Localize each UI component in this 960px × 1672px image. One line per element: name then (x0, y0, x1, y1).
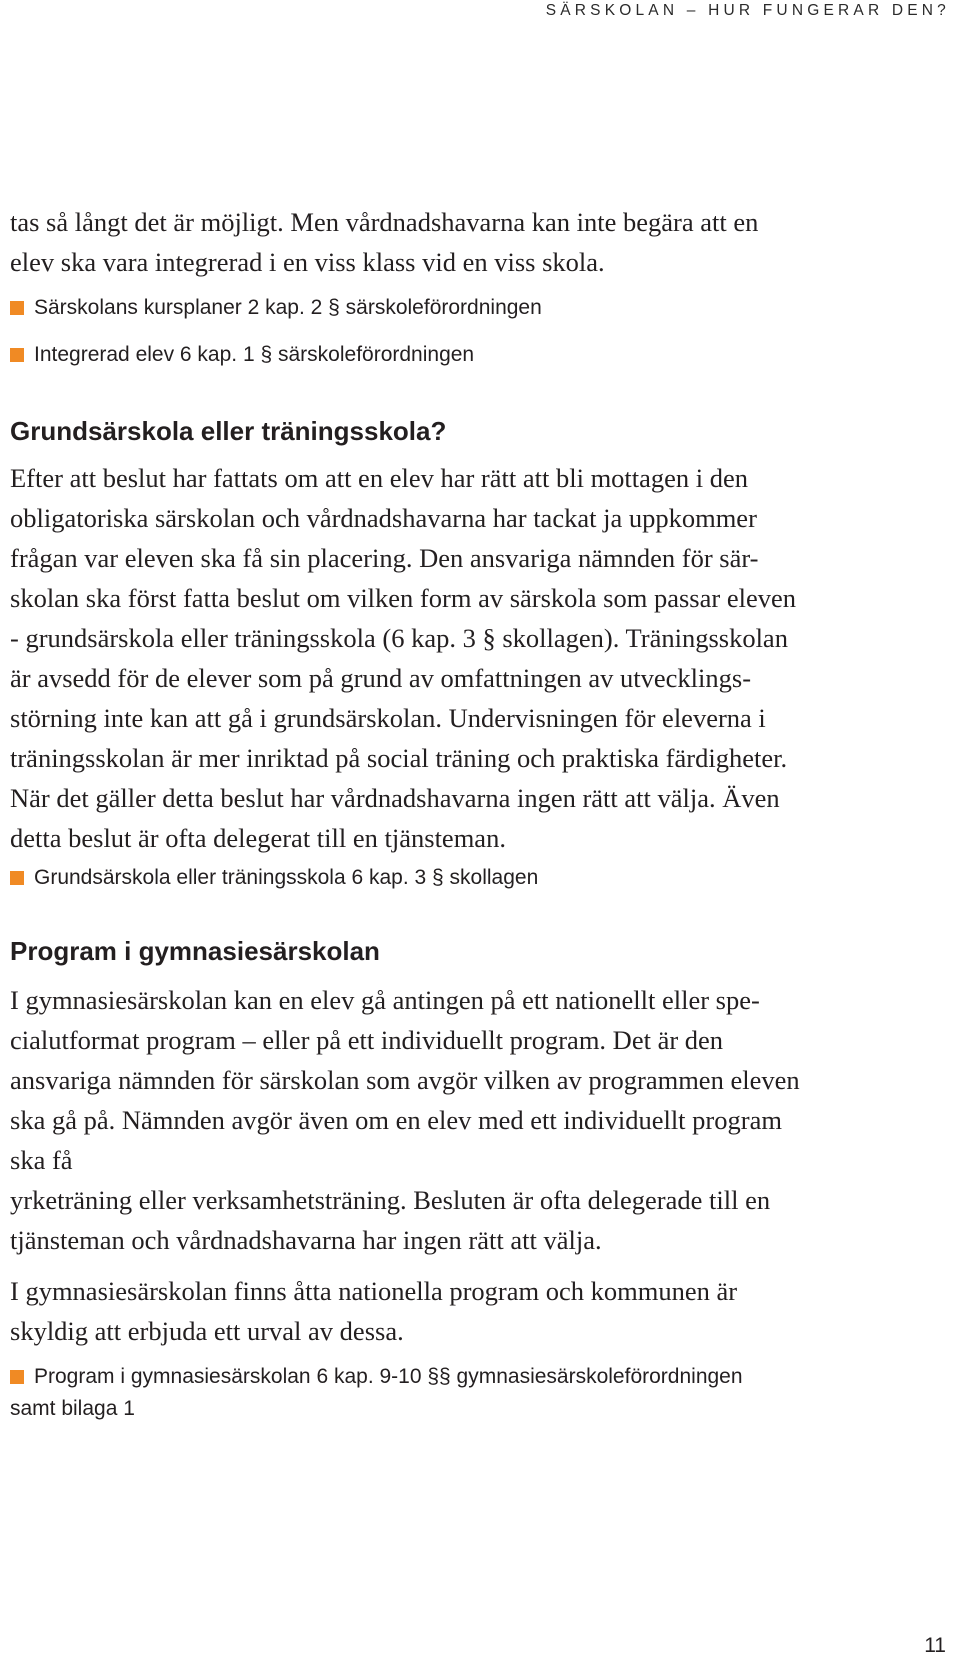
text-line: skyldig att erbjuda ett urval av dessa. (10, 1316, 404, 1346)
intro-paragraph (10, 202, 956, 282)
reference-grundsarskola (10, 862, 538, 894)
orange-square-icon (10, 871, 24, 885)
text-line: ansvariga nämnden för särskolan som avgör vilken av programmen eleven (10, 1065, 800, 1095)
text-line: ska få (10, 1145, 73, 1175)
section-2-paragraph-2 (10, 1271, 956, 1351)
text-line: skolan ska först fatta beslut om vilken form av särskola som passar eleven (10, 583, 796, 613)
text-line: störning inte kan att gå i grundsärskolan. Undervisningen för eleverna i (10, 703, 766, 733)
text-line: Efter att beslut har fattats om att en elev har rätt att bli mottagen i den (10, 463, 749, 493)
text-line: är avsedd för de elever som på grund av omfattningen av utvecklings- (10, 663, 752, 693)
orange-square-icon (10, 301, 24, 315)
text-line: elev ska vara integrerad i en viss klass vid en viss skola. (10, 247, 605, 277)
text-line: obligatoriska särskolan och vårdnadshavarna har tackat ja uppkommer (10, 503, 757, 533)
section-2-paragraph-1 (10, 980, 956, 1260)
reference-line (10, 1361, 743, 1393)
text-line: I gymnasiesärskolan finns åtta nationella program och kommunen är (10, 1276, 738, 1306)
reference-integrerad-elev (10, 339, 474, 371)
text-line: tas så långt det är möjligt. Men vårdnadshavarna kan inte begära att en (10, 207, 759, 237)
reference-text: Grundsärskola eller träningsskola 6 kap. 3 § skollagen (34, 866, 539, 889)
text-line: tjänsteman och vårdnadshavarna har ingen rätt att välja. (10, 1225, 602, 1255)
reference-text: Program i gymnasiesärskolan 6 kap. 9-10 §§ gymnasiesärskoleförordningen (34, 1365, 743, 1388)
text-line: ska gå på. Nämnden avgör även om en elev med ett individuellt program (10, 1105, 782, 1135)
text-line: När det gäller detta beslut har vårdnadshavarna ingen rätt att välja. Även (10, 783, 780, 813)
text-line: detta beslut är ofta delegerat till en tjänsteman. (10, 823, 506, 853)
running-header: SÄRSKOLAN – HUR FUNGERAR DEN? (545, 2, 950, 19)
page-number: 11 (924, 1634, 946, 1657)
orange-square-icon (10, 348, 24, 362)
reference-line: samt bilaga 1 (10, 1397, 135, 1420)
text-line: frågan var eleven ska få sin placering. Den ansvariga nämnden för sär- (10, 543, 759, 573)
text-line: - grundsärskola eller träningsskola (6 kap. 3 § skollagen). Träningsskolan (10, 623, 788, 653)
text-line: I gymnasiesärskolan kan en elev gå antingen på ett nationellt eller spe- (10, 985, 760, 1015)
text-line: cialutformat program – eller på ett individuellt program. Det är den (10, 1025, 724, 1055)
text-line: träningsskolan är mer inriktad på social träning och praktiska färdigheter. (10, 743, 788, 773)
reference-kursplaner (10, 292, 542, 324)
section-heading-program: Program i gymnasiesärskolan (10, 936, 380, 966)
reference-program (10, 1361, 743, 1425)
orange-square-icon (10, 1370, 24, 1384)
reference-text: Särskolans kursplaner 2 kap. 2 § särskoleförordningen (34, 296, 542, 319)
text-line: yrketräning eller verksamhetsträning. Besluten är ofta delegerade till en (10, 1185, 771, 1215)
reference-text: Integrerad elev 6 kap. 1 § särskoleförordningen (34, 343, 475, 366)
section-heading-grundsarskola: Grundsärskola eller träningsskola? (10, 416, 447, 446)
section-1-paragraph (10, 458, 956, 858)
